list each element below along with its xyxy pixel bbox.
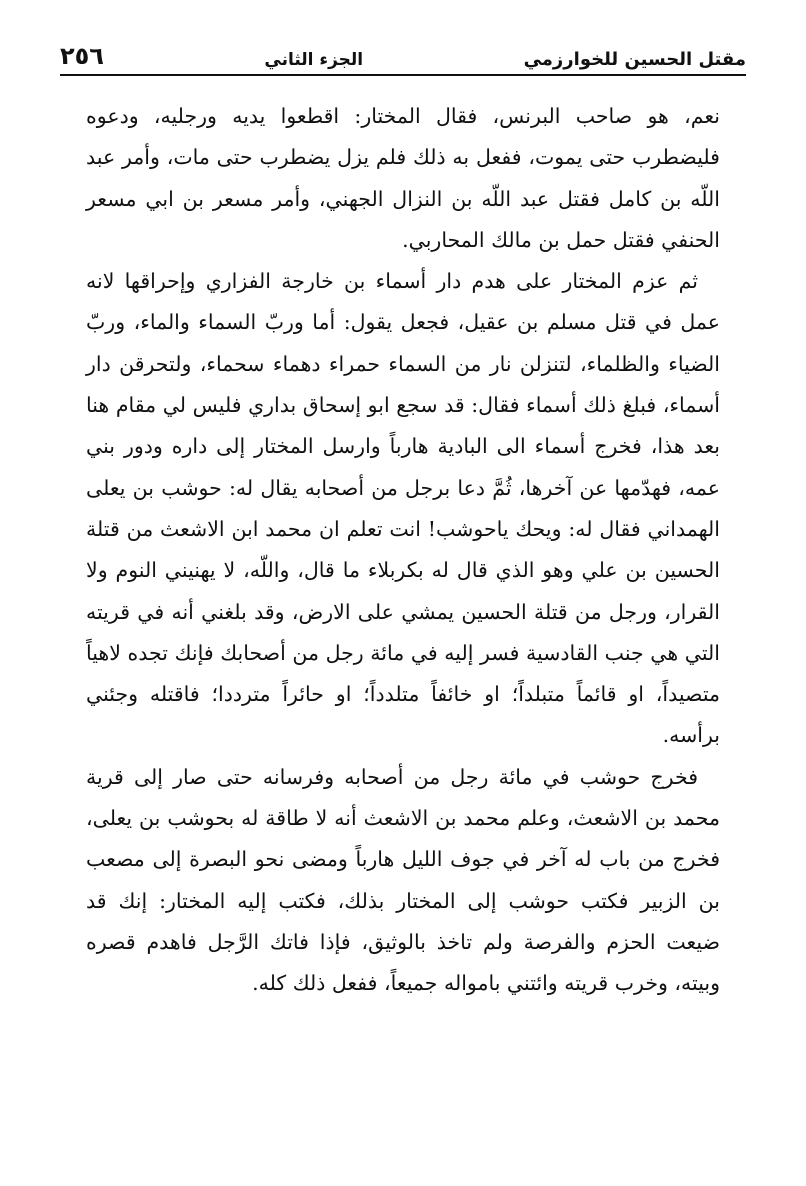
page-number: ٢٥٦	[60, 42, 104, 70]
book-title: مقتل الحسين للخوارزمي	[523, 49, 746, 70]
running-header	[60, 30, 746, 70]
paragraph-3: فخرج حوشب في مائة رجل من أصحابه وفرسانه حتى صار إلى قرية محمد بن الاشعث، وعلم محمد بن الاشعث أنه لا طاقة له بحوشب بن يعلى، فخرج من باب له آخر في جوف الليل هارباً ومضى نحو البصرة إلى مصعب بن الزبير فكتب حوشب إلى المختار بذلك، فكتب إليه المختار: إنك قد ضيعت الحزم والفرصة ولم تاخذ بالوثيق، فإذا فاتك الرَّجل فاهدم قصره وبيته، وخرب قريته وائتني بامواله جميعاً، ففعل ذلك كله.	[86, 764, 720, 996]
paragraph-1: نعم، هو صاحب البرنس، فقال المختار: اقطعوا يديه ورجليه، ودعوه فليضطرب حتى يموت، ففعل به ذلك فلم يزل يضطرب حتى مات، وأمر عبد اللّه بن كامل فقتل عبد اللّه بن النزال الجهني، وأمر مسعر بن ابي مسعر الحنفي فقتل حمل بن مالك المحاربي.	[86, 104, 720, 252]
paragraph-2: ثم عزم المختار على هدم دار أسماء بن خارجة الفزاري وإحراقها لانه عمل في قتل مسلم بن عقيل، فجعل يقول: أما وربّ السماء والماء، وربّ الضياء والظلماء، لتنزلن نار من السماء حمراء دهماء سحماء، ولتحرقن دار أسماء، فبلغ ذلك أسماء فقال: قد سجع ابو إسحاق بداري فليس لي مقام هنا بعد هذا، فخرج أسماء الى البادية هارباً وارسل المختار إلى داره ودور بني عمه، فهدّمها عن آخرها، ثُمَّ دعا برجل من أصحابه يقال له: حوشب بن يعلى الهمداني فقال له: ويحك ياحوشب! انت تعلم ان محمد ابن الاشعث من قتلة الحسين بن علي وهو الذي قال له بكربلاء ما قال، واللّه، لا يهنيني النوم ولا القرار، ورجل من قتلة الحسين يمشي على الارض، وقد بلغني أنه في قريته التي هي جنب القادسية فسر إليه في مائة رجل من أصحابك فإنك تجده لاهياً متصيداً، او قائماً متبلداً؛ او خائفاً متلدداً؛ او حائراً مترددا؛ فاقتله وجئني برأسه.	[86, 269, 720, 748]
part-title: الجزء الثاني	[264, 50, 364, 70]
body-text	[86, 96, 720, 1005]
header-divider	[60, 74, 746, 76]
